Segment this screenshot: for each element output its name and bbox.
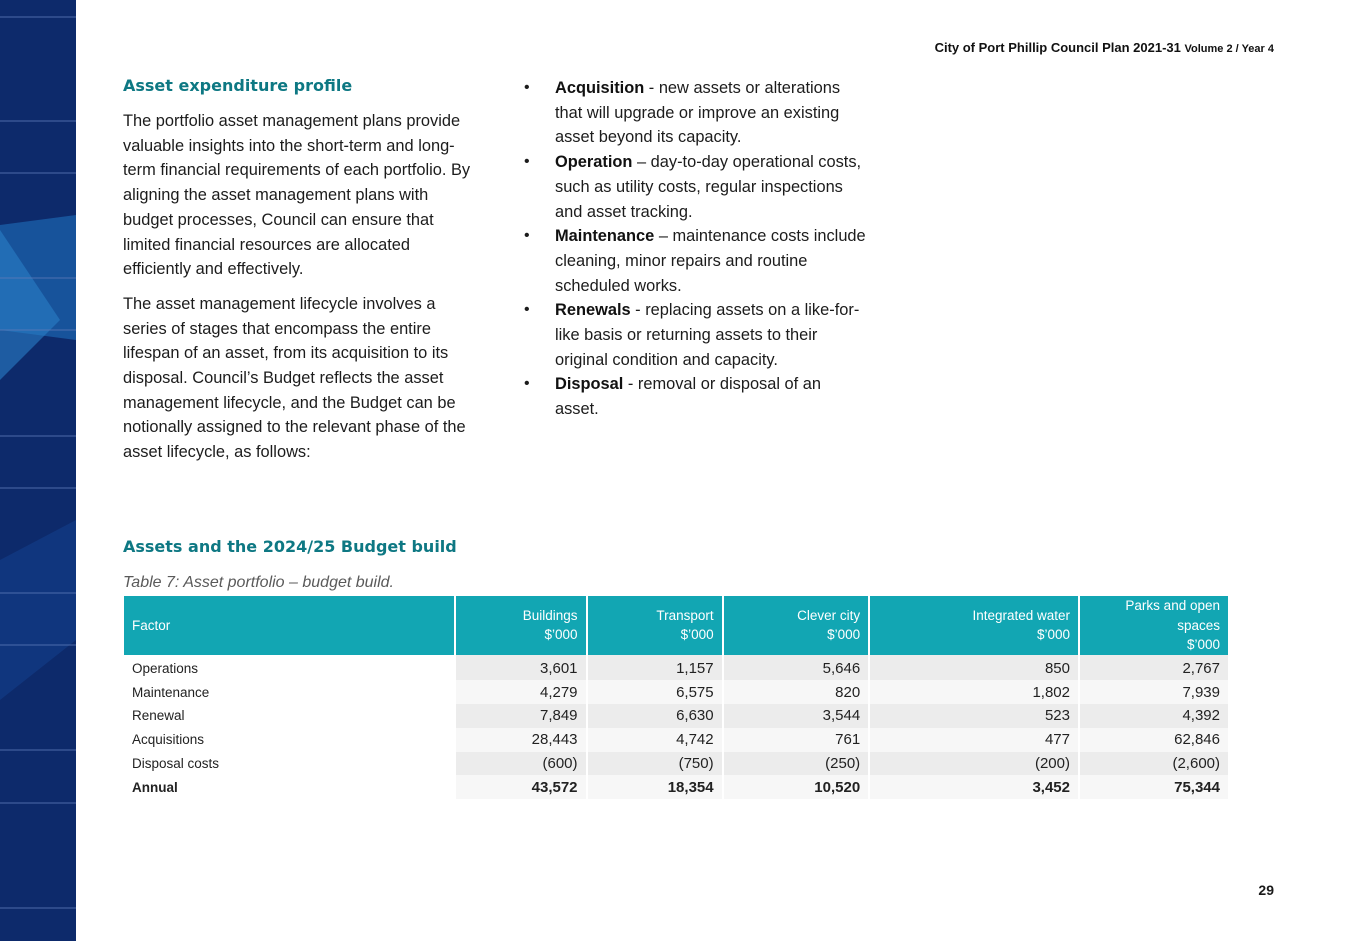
paragraph-1: The portfolio asset management plans provide valuable insights into the short-term and long-term financial requirements of each portfolio. By aligning the asset management plans with budget processes, Council can ensure that limited financial resources are allocated efficiently and effectively. <box>123 112 471 279</box>
table-cell: (750) <box>588 752 722 776</box>
page-number: 29 <box>1258 882 1274 898</box>
table-cell: 5,646 <box>724 655 869 681</box>
bullet-text: - removal or disposal of an asset. <box>555 375 822 419</box>
bullet-operation <box>522 150 867 224</box>
bullet-dot-icon: • <box>524 301 530 319</box>
row-label: Renewal <box>124 704 454 728</box>
bullet-term: Maintenance <box>555 227 655 246</box>
bullet-maintenance <box>522 224 867 298</box>
col-header-clever-city: Clever city $’000 <box>724 596 869 655</box>
table-cell: 43,572 <box>456 775 586 799</box>
row-label: Operations <box>124 655 454 681</box>
decorative-side-band <box>0 0 76 941</box>
header-title: City of Port Phillip Council Plan 2021-31 <box>934 40 1181 55</box>
bullet-disposal <box>522 372 867 421</box>
table-cell: (200) <box>870 752 1078 776</box>
bullet-dot-icon: • <box>524 227 530 245</box>
row-label: Acquisitions <box>124 728 454 752</box>
table-cell: 4,742 <box>588 728 722 752</box>
col-header-factor: Factor <box>124 596 454 655</box>
table-cell: 7,939 <box>1080 680 1228 704</box>
table-cell: 523 <box>870 704 1078 728</box>
col-header-integrated-water: Integrated water $’000 <box>870 596 1078 655</box>
col-header-buildings: Buildings $’000 <box>456 596 586 655</box>
bullet-text: - new assets or alterations that will upgrade or improve an existing asset beyond its capacity. <box>555 79 841 147</box>
table-cell: 1,157 <box>588 655 722 681</box>
table-cell: 850 <box>870 655 1078 681</box>
lifecycle-bullet-list <box>522 76 867 422</box>
bullet-term: Disposal <box>555 375 624 394</box>
table-cell: 1,802 <box>870 680 1078 704</box>
bullet-dot-icon: • <box>524 79 530 96</box>
header-subtitle: Volume 2 / Year 4 <box>1184 43 1274 55</box>
section-heading-budget-build: Assets and the 2024/25 Budget build <box>123 537 457 556</box>
right-column <box>522 76 867 422</box>
table-header-row <box>124 596 1228 655</box>
side-band-pattern <box>0 0 76 941</box>
table-cell: 4,279 <box>456 680 586 704</box>
table-row <box>124 704 1228 728</box>
row-label: Disposal costs <box>124 752 454 776</box>
asset-portfolio-table <box>122 596 1230 799</box>
bullet-text: – day-to-day operational costs, such as utility costs, regular inspections and asset tracking. <box>555 153 862 221</box>
table-cell: 6,630 <box>588 704 722 728</box>
table-cell: 477 <box>870 728 1078 752</box>
table-row <box>124 728 1228 752</box>
table-cell: 3,601 <box>456 655 586 681</box>
table-row <box>124 680 1228 704</box>
bullet-dot-icon: • <box>524 375 530 393</box>
bullet-dot-icon: • <box>524 153 530 171</box>
col-header-transport: Transport $’000 <box>588 596 722 655</box>
bullet-term: Operation <box>555 153 633 172</box>
bullet-text: – maintenance costs include cleaning, minor repairs and routine scheduled works. <box>555 227 866 295</box>
bullet-renewals <box>522 298 867 372</box>
table-cell: 3,452 <box>870 775 1078 799</box>
table-cell: (600) <box>456 752 586 776</box>
left-column <box>123 76 473 475</box>
table-cell: 10,520 <box>724 775 869 799</box>
bullet-term: Renewals <box>555 301 631 320</box>
bullet-term: Acquisition <box>555 79 645 97</box>
table-cell: 75,344 <box>1080 775 1228 799</box>
table-cell: 3,544 <box>724 704 869 728</box>
budget-build-section <box>123 537 457 570</box>
bullet-text: - replacing assets on a like-for-like basis or returning assets to their original condition and capacity. <box>555 301 860 369</box>
table-cell: 7,849 <box>456 704 586 728</box>
table-cell: 4,392 <box>1080 704 1228 728</box>
row-label: Annual <box>124 775 454 799</box>
table-cell: 6,575 <box>588 680 722 704</box>
col-header-parks-open-spaces: Parks and open spaces $’000 <box>1080 596 1228 655</box>
bullet-acquisition <box>522 76 867 150</box>
row-label: Maintenance <box>124 680 454 704</box>
document-header <box>935 40 1274 55</box>
table-row <box>124 752 1228 776</box>
table-cell: 62,846 <box>1080 728 1228 752</box>
table-cell: 18,354 <box>588 775 722 799</box>
paragraph-2: The asset management lifecycle involves a series of stages that encompass the entire lifespan of an asset, from its acquisition to its disposal. Council’s Budget reflects the asset management lifecycle, and the Budget can be notionally assigned to the relevant phase of the asset lifecycle, as follows: <box>123 294 466 462</box>
table-caption: Table 7: Asset portfolio – budget build. <box>123 574 394 591</box>
table-cell: (2,600) <box>1080 752 1228 776</box>
table-cell: 2,767 <box>1080 655 1228 681</box>
table-cell: 28,443 <box>456 728 586 752</box>
table-cell: 820 <box>724 680 869 704</box>
table-cell: 761 <box>724 728 869 752</box>
table-row-total <box>124 775 1228 799</box>
table-row <box>124 655 1228 681</box>
section-heading-asset-expenditure: Asset expenditure profile <box>123 76 353 95</box>
table-cell: (250) <box>724 752 869 776</box>
